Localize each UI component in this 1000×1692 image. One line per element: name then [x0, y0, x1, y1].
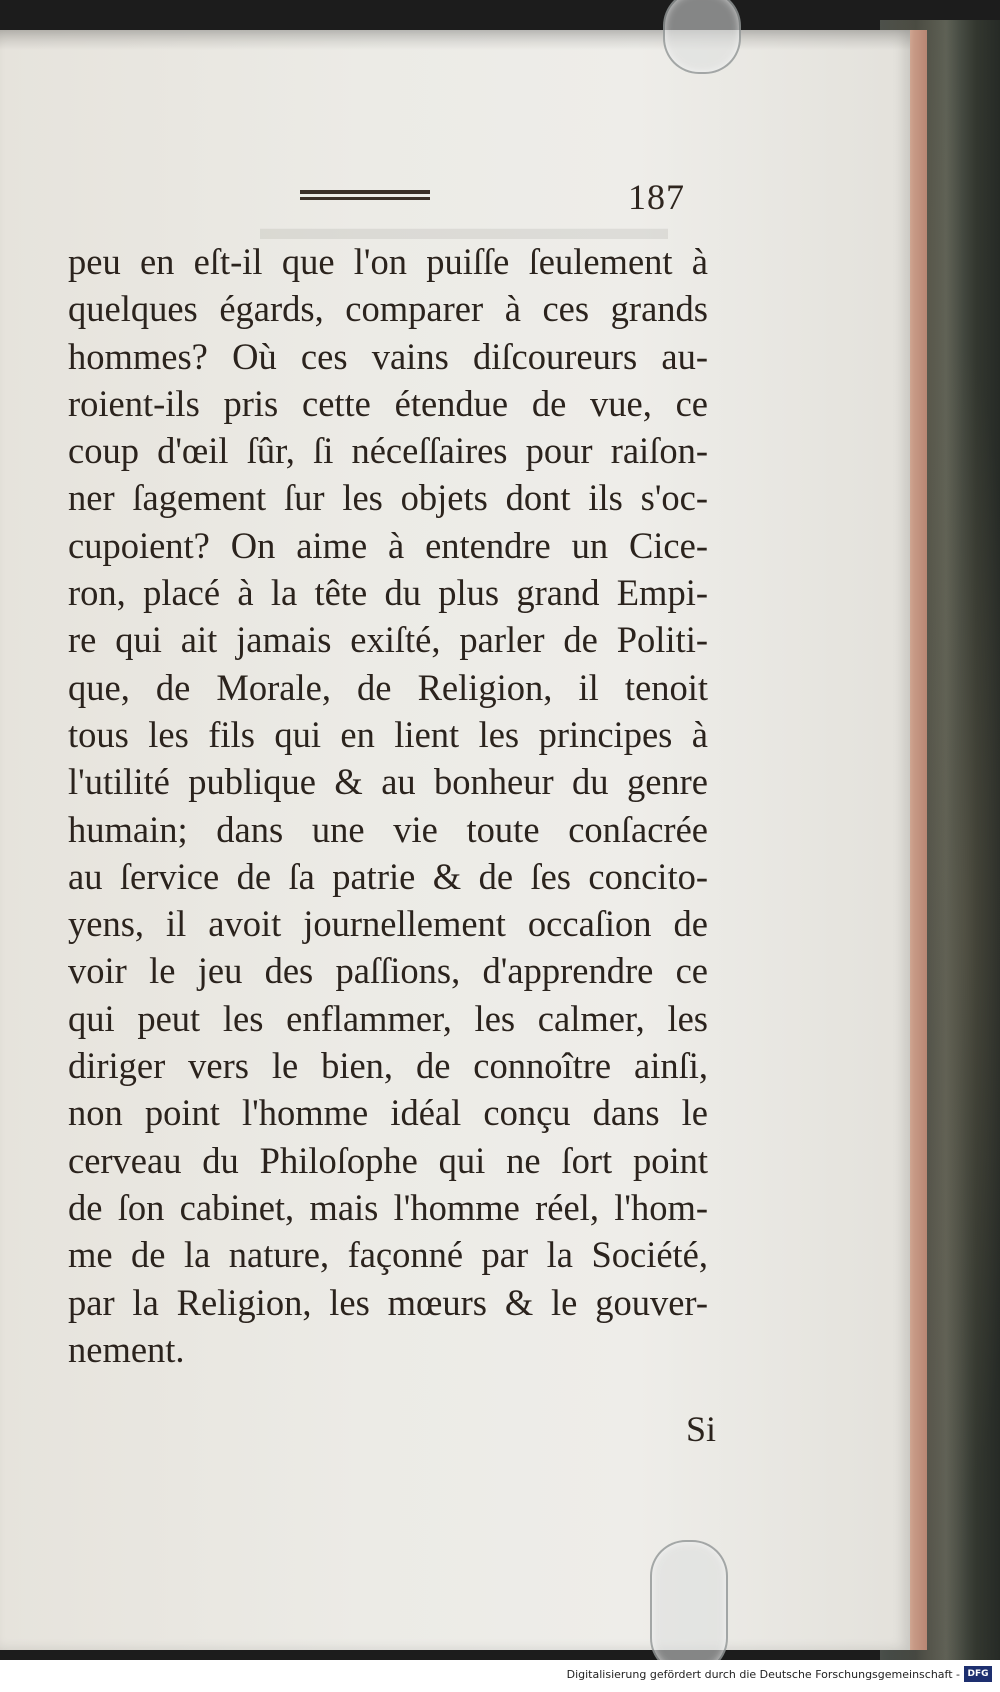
body-text	[68, 238, 708, 1373]
text-line: ner ſagement ſur les objets dont ils s'oc-	[68, 477, 708, 519]
text-line: l'utilité publique & au bonheur du genre	[68, 761, 708, 803]
header-rule	[300, 190, 430, 200]
text-line: roient-ils pris cette étendue de vue, ce	[68, 382, 708, 424]
text-line: quelques égards, comparer à ces grands	[68, 288, 708, 330]
show-through-text: ▬▬▬▬▬▬▬▬▬▬▬▬	[260, 210, 668, 247]
text-line: par la Religion, les mœurs & le gouver-	[68, 1281, 708, 1323]
text-line: coup d'œil ſûr, ſi néceſſaires pour raiſon-	[68, 430, 708, 472]
text-line: tous les fils qui en lient les principes à	[68, 713, 708, 755]
text-line: nement.	[68, 1328, 185, 1370]
text-line: voir le jeu des paſſions, d'apprendre ce	[68, 950, 708, 992]
text-line: que, de Morale, de Religion, il tenoit	[68, 666, 708, 708]
text-line: yens, il avoit journellement occaſion de	[68, 903, 708, 945]
text-line: cupoient? On aime à entendre un Cice-	[68, 524, 708, 566]
catchword: Si	[686, 1409, 717, 1449]
page-number: 187	[628, 177, 685, 217]
text-line: cerveau du Philoſophe qui ne ſort point	[68, 1139, 708, 1181]
text-line: diriger vers le bien, de connoître ainſi,	[68, 1045, 708, 1087]
text-line: ron, placé à la tête du plus grand Empi-	[68, 572, 708, 614]
text-line: qui peut les enflammer, les calmer, les	[68, 997, 708, 1039]
text-line: humain; dans une vie toute conſacrée	[68, 808, 708, 850]
text-line: peu en eſt-il que l'on puiſſe ſeulement à	[68, 241, 708, 282]
text-line: de ſon cabinet, mais l'homme réel, l'hom-	[68, 1186, 708, 1228]
funding-credit: Digitalisierung gefördert durch die Deutsche Forschungsgemeinschaft -	[566, 1668, 960, 1681]
glass-page-weight-bottom	[650, 1540, 728, 1674]
text-line: re qui ait jamais exiſté, parler de Politi-	[68, 619, 708, 661]
page-shadow	[0, 30, 910, 50]
text-line: au ſervice de ſa patrie & de ſes concito-	[68, 855, 708, 897]
text-line: non point l'homme idéal conçu dans le	[68, 1092, 708, 1134]
dfg-logo: DFG	[964, 1666, 992, 1682]
text-line: hommes? Où ces vains diſcoureurs au-	[68, 335, 708, 377]
text-line: me de la nature, façonné par la Société,	[68, 1234, 708, 1276]
glass-page-weight-top	[663, 0, 741, 74]
